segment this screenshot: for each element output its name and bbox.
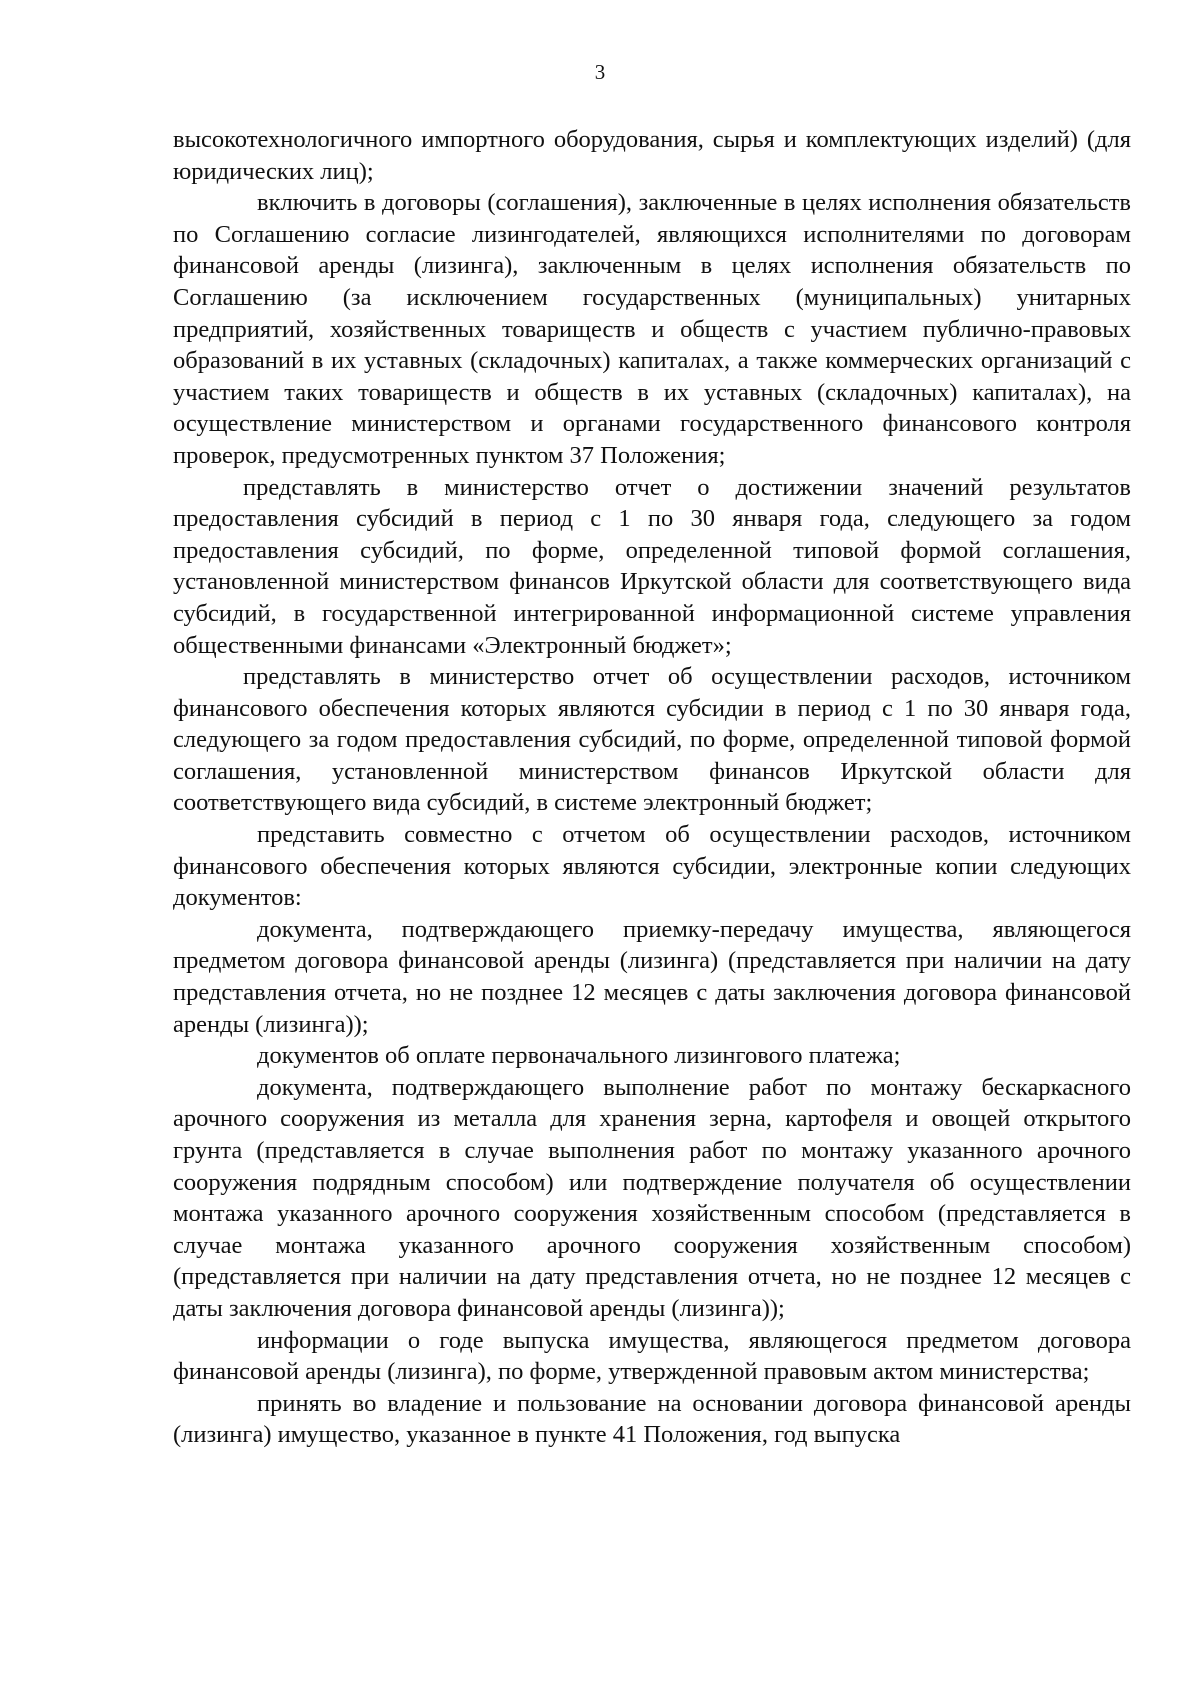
document-body (173, 124, 1131, 1451)
paragraph-7: документов об оплате первоначального лизингового платежа; (257, 1042, 901, 1070)
paragraph-4: представлять в министерство отчет об осуществлении расходов, источником финансового обеспечения которых являются субсидии в период с 1 по 30 января года, следующего за годом предоставления субсидий, по форме, определенной типовой формой соглашения, установленной министерством финансов Иркутской области для соответствующего вида субсидий, в системе электронный бюджет; (173, 663, 1131, 817)
paragraph-8: документа, подтверждающего выполнение работ по монтажу бескаркасного арочного сооружения из металла для хранения зерна, картофеля и овощей открытого грунта (представляется в случае выполнения работ по монтажу указанного арочного сооружения подрядным способом) или подтверждение получателя об осуществлении монтажа указанного арочного сооружения хозяйственным способом (представляется в случае монтажа указанного арочного сооружения хозяйственным способом) (представляется при наличии на дату представления отчета, но не позднее 12 месяцев с даты заключения договора финансовой аренды (лизинга)); (173, 1073, 1131, 1322)
paragraph-2: включить в договоры (соглашения), заключенные в целях исполнения обязательств по Соглашению согласие лизингодателей, являющихся исполнителями по договорам финансовой аренды (лизинга), заключенным в целях исполнения обязательств по Соглашению (за исключением государственных (муниципальных) унитарных предприятий, хозяйственных товариществ и обществ с участием публично-правовых образований в их уставных (складочных) капиталах, а также коммерческих организаций с участием таких товариществ и обществ в их уставных (складочных) капиталах), на осуществление министерством и органами государственного финансового контроля проверок, предусмотренных пунктом 37 Положения; (173, 189, 1131, 469)
paragraph-9: информации о годе выпуска имущества, являющегося предметом договора финансовой аренды (лизинга), по форме, утвержденной правовым актом министерства; (173, 1326, 1131, 1386)
paragraph-6: документа, подтверждающего приемку-передачу имущества, являющегося предметом договора финансовой аренды (лизинга) (представляется при наличии на дату представления отчета, но не позднее 12 месяцев с даты заключения договора финансовой аренды (лизинга)); (173, 915, 1131, 1038)
paragraph-3: представлять в министерство отчет о достижении значений результатов предоставления субсидий в период с 1 по 30 января года, следующего за годом предоставления субсидий, по форме, определенной типовой формой соглашения, установленной министерством финансов Иркутской области для соответствующего вида субсидий, в государственной интегрированной информационной системе управления общественными финансами «Электронный бюджет»; (173, 473, 1131, 659)
paragraph-5: представить совместно с отчетом об осуществлении расходов, источником финансового обеспечения которых являются субсидии, электронные копии следующих документов: (173, 821, 1131, 912)
page-number: 3 (594, 60, 606, 84)
paragraph-1: высокотехнологичного импортного оборудования, сырья и комплектующих изделий) (для юридических лиц); (173, 126, 1131, 185)
paragraph-10: принять во владение и пользование на основании договора финансовой аренды (лизинга) имущество, указанное в пункте 41 Положения, год выпуска (173, 1389, 1131, 1449)
